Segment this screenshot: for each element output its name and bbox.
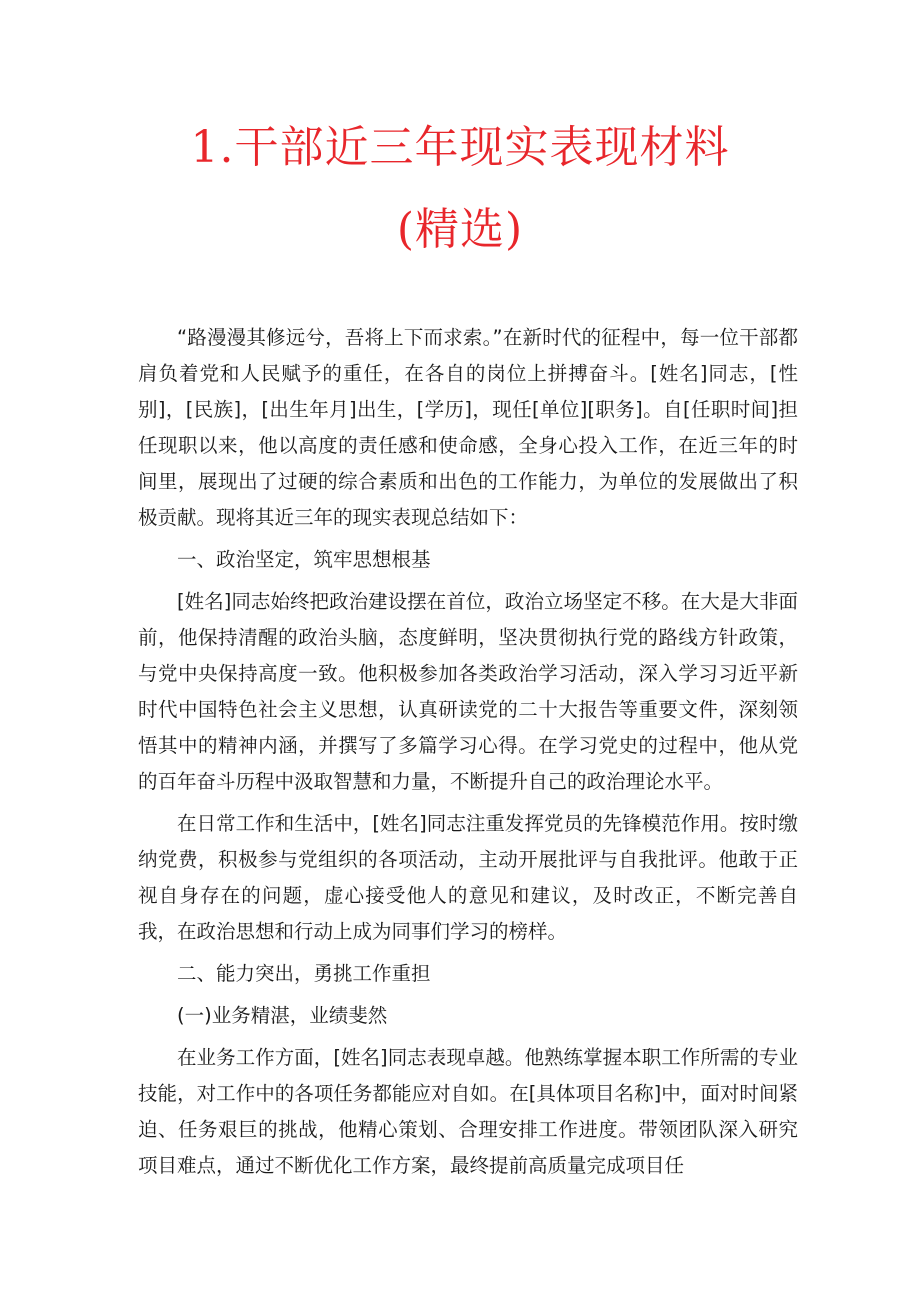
intro-paragraph: “路漫漫其修远兮，吾将上下而求索。”在新时代的征程中，每一位干部都肩负着党和人民赋予的重任，在各自的岗位上拼搏奋斗。[姓名]同志，[性别]，[民族]，[出生年月]出生，[学历]，现任[单位][职务]。自[任职时间]担任现职以来，他以高度的责任感和使命感，全身心投入工作，在近三年的时间里，展现出了过硬的综合素质和出色的工作能力，为单位的发展做出了积极贡献。现将其近三年的现实表现总结如下： [138,326,798,529]
subsection-heading-1: (一)业务精湛，业绩斐然 [177,1004,388,1027]
paragraph-political-1: [姓名]同志始终把政治建设摆在首位，政治立场坚定不移。在大是大非面前，他保持清醒的政治头脑，态度鲜明，坚决贯彻执行党的路线方针政策，与党中央保持高度一致。他积极参加各类政治学习活动，深入学习习近平新时代中国特色社会主义思想，认真研读党的二十大报告等重要文件，深刻领悟其中的精神内涵，并撰写了多篇学习心得。在学习党史的过程中，他从党的百年奋斗历程中汲取智慧和力量，不断提升自己的政治理论水平。 [138,590,798,793]
document-body [138,320,798,1184]
paragraph-business: 在业务工作方面，[姓名]同志表现卓越。他熟练掌握本职工作所需的专业技能，对工作中的各项任务都能应对自如。在[具体项目名称]中，面对时间紧迫、任务艰巨的挑战，他精心策划、合理安排工作进度。带领团队深入研究项目难点，通过不断优化工作方案，最终提前高质量完成项目任 [138,1046,798,1177]
paragraph-political-2: 在日常工作和生活中，[姓名]同志注重发挥党员的先锋模范作用。按时缴纳党费，积极参与党组织的各项活动，主动开展批评与自我批评。他敢于正视自身存在的问题，虚心接受他人的意见和建议，及时改正，不断完善自我，在政治思想和行动上成为同事们学习的榜样。 [138,812,798,943]
section-heading-2: 二、能力突出，勇挑工作重担 [177,962,431,985]
document-subtitle: (精选) [396,204,524,255]
document-title: 1.干部近三年现实表现材料 [190,122,730,173]
section-heading-1: 一、政治坚定，筑牢思想根基 [177,548,431,571]
